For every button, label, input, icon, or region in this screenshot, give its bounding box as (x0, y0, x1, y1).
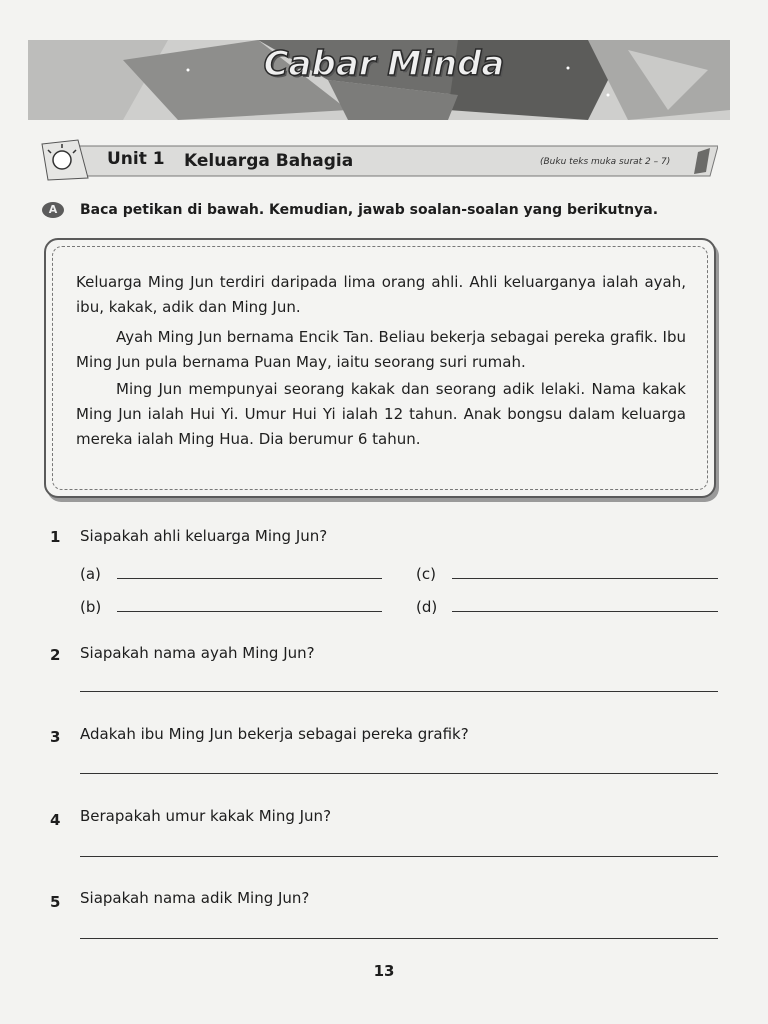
answer-line-1d[interactable] (452, 611, 718, 612)
question-1-option-c: (c) (416, 565, 436, 583)
answer-line-1c[interactable] (452, 578, 718, 579)
question-2-text: Siapakah nama ayah Ming Jun? (80, 644, 315, 662)
section-instruction: Baca petikan di bawah. Kemudian, jawab soalan-soalan yang berikutnya. (80, 202, 659, 218)
question-5-text: Siapakah nama adik Ming Jun? (80, 889, 310, 907)
question-1-option-d: (d) (416, 598, 438, 616)
passage-paragraph-2: Ayah Ming Jun bernama Encik Tan. Beliau bekerja sebagai pereka grafik. Ibu Ming Jun pula bernama Puan May, iaitu seorang suri rumah. (76, 328, 686, 371)
question-3-text: Adakah ibu Ming Jun bekerja sebagai pereka grafik? (80, 725, 469, 743)
page-number: 13 (373, 962, 395, 980)
question-1-text: Siapakah ahli keluarga Ming Jun? (80, 527, 328, 545)
question-2-number: 2 (50, 646, 61, 664)
passage-paragraph-3: Ming Jun mempunyai seorang kakak dan seorang adik lelaki. Nama kakak Ming Jun ialah Hui Yi. Umur Hui Yi ialah 12 tahun. Anak bongsu dalam keluarga mereka ialah Ming Hua. Dia berumur 6 tahun. (76, 380, 686, 448)
answer-line-3[interactable] (80, 773, 718, 774)
answer-line-1a[interactable] (117, 578, 382, 579)
question-5-number: 5 (50, 893, 61, 911)
unit-label: Unit 1 (107, 149, 165, 169)
banner-title: Cabar Minda (263, 44, 505, 84)
passage-paragraph-1: Keluarga Ming Jun terdiri daripada lima orang ahli. Ahli keluarganya ialah ayah, ibu, kakak, adik dan Ming Jun. (76, 273, 686, 316)
answer-line-5[interactable] (80, 938, 718, 939)
answer-line-2[interactable] (80, 691, 718, 692)
textbook-reference: (Buku teks muka surat 2 – 7) (540, 157, 671, 167)
question-4-text: Berapakah umur kakak Ming Jun? (80, 807, 332, 825)
question-1-option-b: (b) (80, 598, 102, 616)
question-1-number: 1 (50, 528, 61, 546)
answer-line-1b[interactable] (117, 611, 382, 612)
answer-line-4[interactable] (80, 856, 718, 857)
question-3-number: 3 (50, 728, 61, 746)
section-badge: A (42, 202, 64, 218)
question-4-number: 4 (50, 811, 61, 829)
question-1-option-a: (a) (80, 565, 101, 583)
unit-title: Keluarga Bahagia (184, 151, 354, 171)
